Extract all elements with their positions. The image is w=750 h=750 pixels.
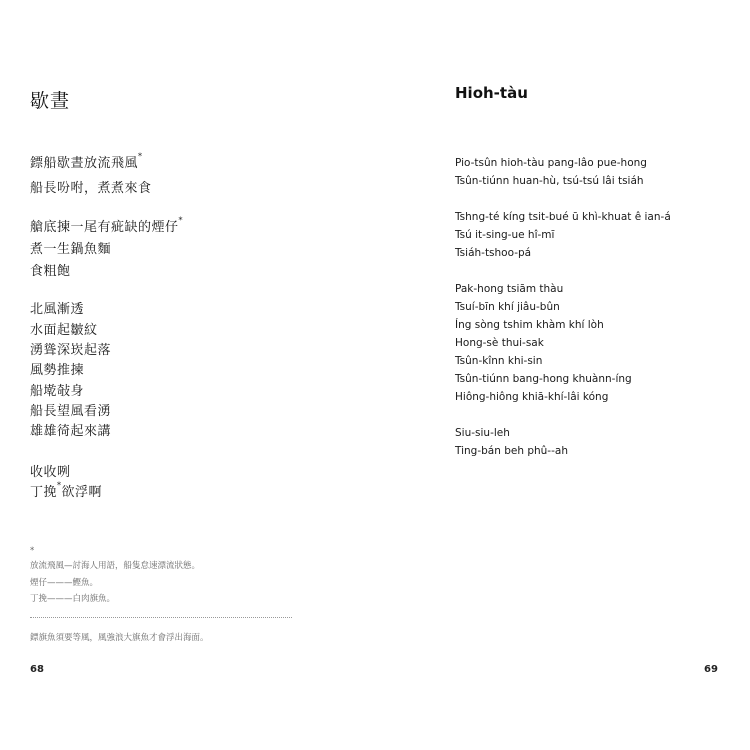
poem-line-left: 湧聳深崁起落 — [30, 343, 112, 358]
page-title-right: Hioh-tàu — [455, 84, 528, 102]
poem-line-left: 煮一生鍋魚麵 — [30, 242, 112, 257]
poem-line-right: Hong-sè thui-sak — [455, 337, 544, 349]
poem-line-left: 船長吩咐，煮煮來食 — [30, 181, 152, 196]
poem-line-text: 鏢船歇晝放流飛風* — [30, 152, 143, 171]
poem-line-left — [30, 152, 143, 171]
footnote-asterisk: * — [57, 481, 62, 490]
footnote-marker: * — [30, 546, 35, 556]
poem-line-right: Ting-bán beh phû--ah — [455, 445, 568, 457]
footnote-line: 丁挽———白肉旗魚。 — [30, 594, 116, 604]
poem-line-right: Hiông-hiông khiā-khí-lâi kóng — [455, 391, 609, 403]
poem-line-right: Tsiáh-tshoo-pá — [455, 247, 532, 259]
poem-line-left: 船長望風看湧 — [30, 404, 112, 419]
poem-line-left: 丁挽*欲浮啊 — [30, 481, 103, 500]
footnote-asterisk: * — [178, 216, 184, 225]
poem-line-left: 雄雄徛起來講 — [30, 424, 112, 439]
poem-line-right: Tsuí-bīn khí jiâu-bûn — [455, 301, 560, 313]
footnote-line: 放流飛風—討海人用語，船隻怠速漂流狀態。 — [30, 561, 201, 571]
poem-line-left: 食粗飽 — [30, 264, 71, 279]
bottom-note: 鏢旗魚須要等風，風強浪大旗魚才會浮出海面。 — [30, 633, 209, 643]
page-number-left: 68 — [30, 664, 44, 675]
poem-line-right: Tsûn-tiúnn huan-hù, tsú-tsú lâi tsiáh — [455, 175, 644, 187]
poem-line-right: Tsûn-kînn khi-sin — [455, 355, 543, 367]
poem-line-left: 水面起皺紋 — [30, 323, 98, 338]
poem-line-right: Íng sòng tshim khàm khí lòh — [455, 319, 604, 331]
poem-line-left: 北風漸透 — [30, 302, 85, 317]
poem-line-left: 船墘敧身 — [30, 384, 85, 399]
footnote-asterisk: * — [138, 152, 143, 161]
page-number-right: 69 — [704, 664, 718, 675]
poem-line-right: Siu-siu-leh — [455, 427, 510, 439]
poem-line-right: Tsú it-sing-ue hî-mī — [455, 229, 555, 241]
poem-line-left: 收收咧 — [30, 465, 71, 480]
poem-line-left: 艙底揀一尾有疵缺的煙仔* — [30, 216, 184, 235]
dotted-divider — [30, 617, 292, 618]
poem-line-right: Pak-hong tsiām thàu — [455, 283, 564, 295]
poem-line-right: Pio-tsûn hioh-tàu pang-lâo pue-hong — [455, 157, 647, 169]
poem-line-right: Tshng-té kíng tsit-bué ū khì-khuat ê ian-á — [455, 211, 671, 223]
footnote-line: 煙仔———鰹魚。 — [30, 578, 99, 588]
page-title-left: 歇晝 — [30, 90, 71, 112]
poem-line-right: Tsûn-tiúnn bang-hong khuànn-íng — [455, 373, 632, 385]
poem-line-left: 風勢推揀 — [30, 363, 85, 378]
